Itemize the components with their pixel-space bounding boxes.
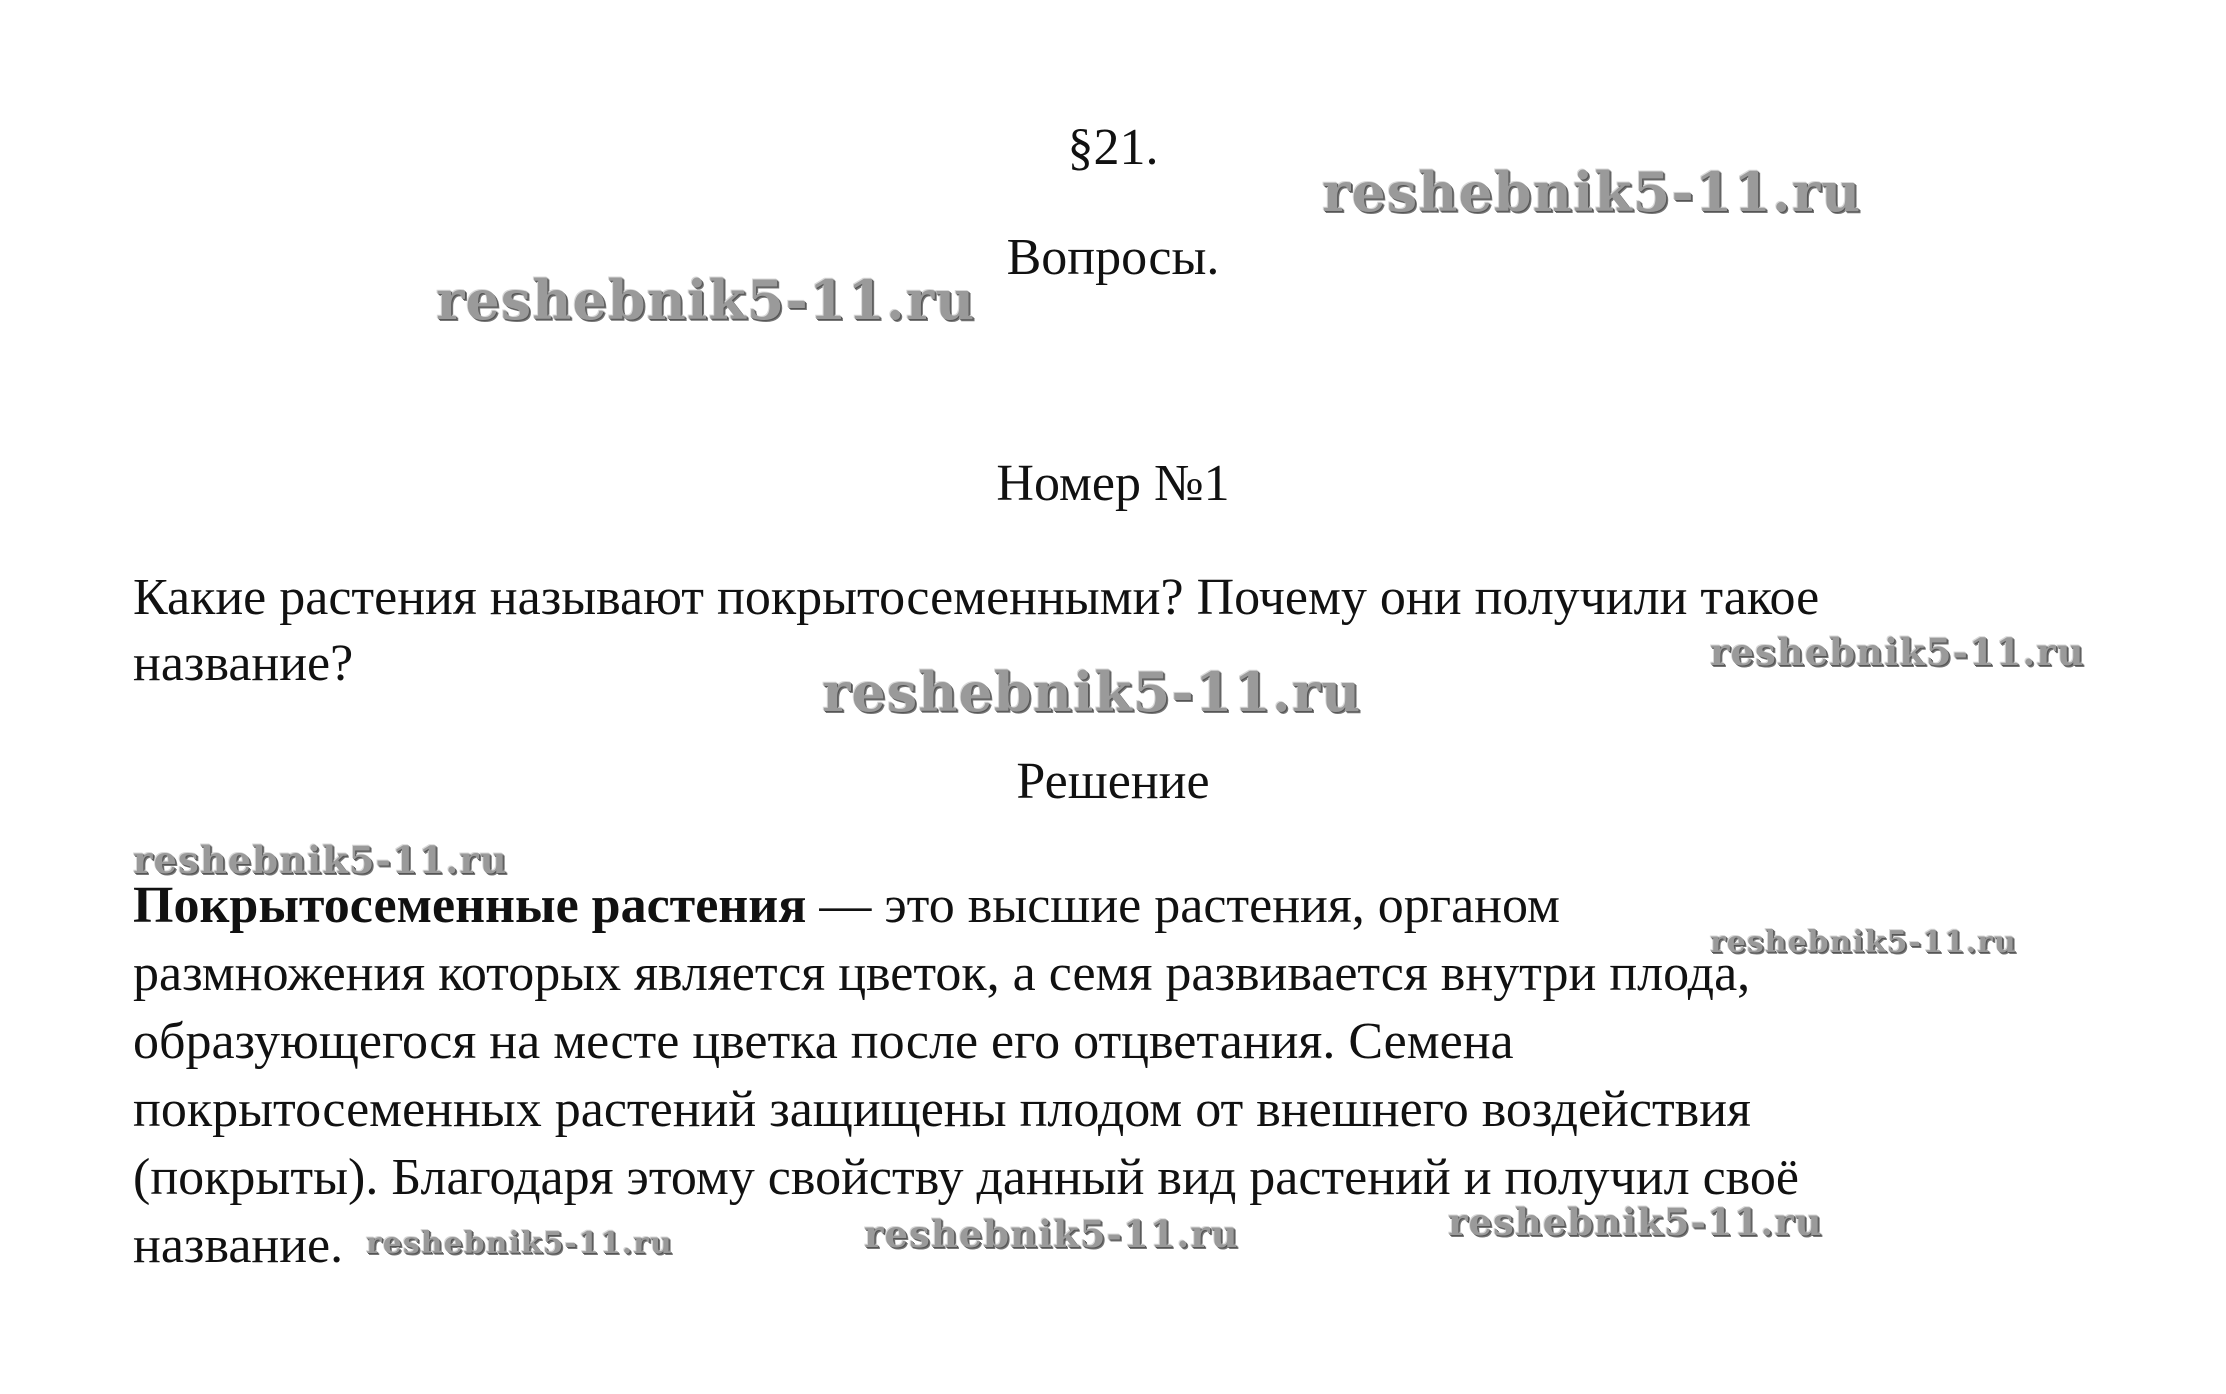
solution-line-4: покрытосеменных растений защищены плодом от внешнего воздействия [133, 1081, 1751, 1138]
watermark: reshebnik5-11.ru [366, 1226, 673, 1261]
solution-heading: Решение [1016, 753, 1210, 810]
watermark: reshebnik5-11.ru [133, 838, 508, 882]
solution-line-6: название. [133, 1217, 344, 1274]
solution-line-3: образующегося на месте цветка после его отцветания. Семена [133, 1013, 1514, 1070]
watermark: reshebnik5-11.ru [436, 268, 976, 332]
watermark: reshebnik5-11.ru [1710, 630, 2085, 674]
solution-first-line-rest: — это высшие растения, органом [806, 877, 1560, 934]
solution-line-5: (покрыты). Благодаря этому свойству данный вид растений и получил своё [133, 1149, 1799, 1206]
watermark: reshebnik5-11.ru [1448, 1200, 1823, 1244]
question-line-2: название? [133, 635, 354, 692]
watermark: reshebnik5-11.ru [1322, 160, 1862, 224]
watermark: reshebnik5-11.ru [1710, 925, 2017, 960]
watermark: reshebnik5-11.ru [822, 660, 1362, 724]
solution-term: Покрытосеменные растения [133, 877, 807, 934]
solution-line-2: размножения которых является цветок, а семя развивается внутри плода, [133, 945, 1751, 1002]
task-number: Номер №1 [996, 455, 1230, 512]
solution-line-1 [133, 874, 1560, 938]
section-number: §21. [1067, 119, 1159, 176]
section-subtitle: Вопросы. [1006, 229, 1220, 286]
question-line-1: Какие растения называют покрытосеменными? Почему они получили такое [133, 569, 1820, 626]
watermark: reshebnik5-11.ru [864, 1212, 1239, 1256]
